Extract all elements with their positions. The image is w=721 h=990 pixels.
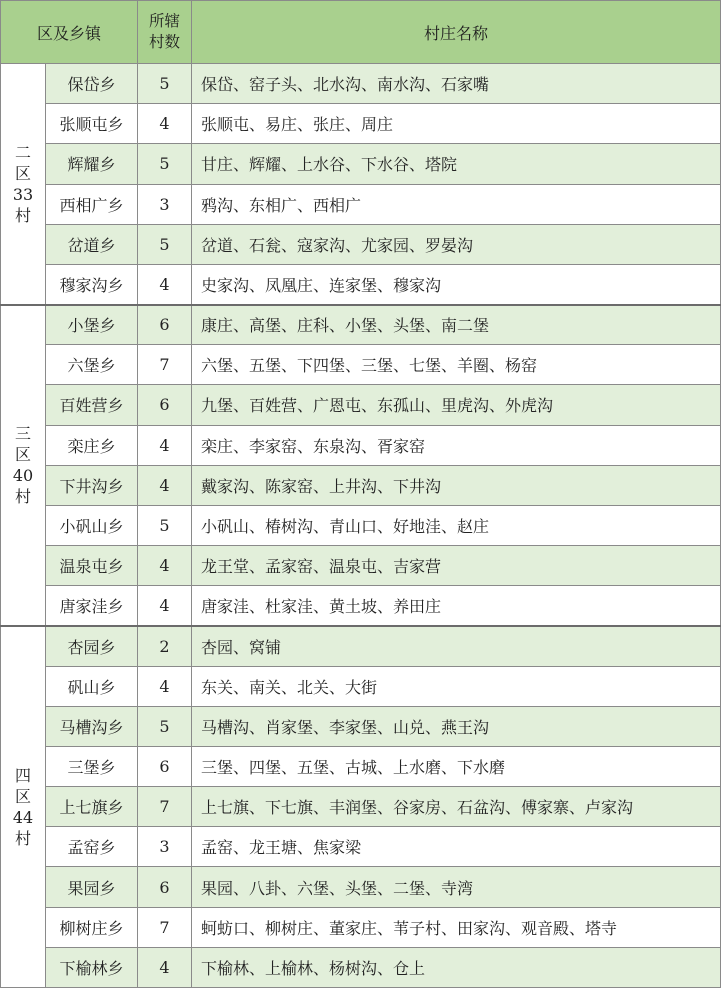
- township-name: 三堡乡: [46, 746, 138, 786]
- district-label: [1, 626, 46, 988]
- township-name: 下井沟乡: [46, 465, 138, 505]
- table-row: [1, 305, 721, 345]
- table-row: [1, 425, 721, 465]
- township-name: 唐家洼乡: [46, 586, 138, 626]
- village-count: 4: [138, 546, 192, 586]
- township-name: 六堡乡: [46, 345, 138, 385]
- table-row: [1, 505, 721, 545]
- village-count: 4: [138, 104, 192, 144]
- table-row: [1, 827, 721, 867]
- district-label-char: 四: [14, 765, 31, 785]
- district-label-char: 村: [14, 205, 31, 225]
- table-row: [1, 746, 721, 786]
- table-row: [1, 867, 721, 907]
- village-names: 蚵蚄口、柳树庄、董家庄、苇子村、田家沟、观音殿、塔寺: [192, 907, 721, 947]
- village-count: 6: [138, 305, 192, 345]
- township-name: 上七旗乡: [46, 787, 138, 827]
- village-names: 下榆林、上榆林、杨树沟、仓上: [192, 947, 721, 987]
- township-name: 小矾山乡: [46, 505, 138, 545]
- township-name: 百姓营乡: [46, 385, 138, 425]
- village-names: 岔道、石瓮、寇家沟、尤家园、罗晏沟: [192, 224, 721, 264]
- district-label-char: 村: [14, 487, 31, 507]
- district-label-char: 44: [12, 807, 34, 827]
- township-name: 辉耀乡: [46, 144, 138, 184]
- village-names: 九堡、百姓营、广恩屯、东孤山、里虎沟、外虎沟: [192, 385, 721, 425]
- table-row: [1, 184, 721, 224]
- village-count: 4: [138, 465, 192, 505]
- village-count: 4: [138, 586, 192, 626]
- table-row: [1, 144, 721, 184]
- township-name: 小堡乡: [46, 305, 138, 345]
- village-count: 6: [138, 746, 192, 786]
- township-name: 杏园乡: [46, 626, 138, 666]
- village-names: 小矾山、椿树沟、青山口、好地洼、赵庄: [192, 505, 721, 545]
- village-count: 2: [138, 626, 192, 666]
- district-label-char: 区: [14, 786, 31, 806]
- village-names: 六堡、五堡、下四堡、三堡、七堡、羊圈、杨窑: [192, 345, 721, 385]
- header-village-count: [138, 1, 192, 64]
- village-count: 4: [138, 947, 192, 987]
- village-count: 4: [138, 264, 192, 304]
- village-count: 3: [138, 827, 192, 867]
- township-name: 果园乡: [46, 867, 138, 907]
- village-names: 三堡、四堡、五堡、古城、上水磨、下水磨: [192, 746, 721, 786]
- header-count-line2: 村数: [149, 33, 181, 51]
- village-count: 4: [138, 666, 192, 706]
- district-label-char: 三: [14, 424, 31, 444]
- village-count: 3: [138, 184, 192, 224]
- village-count: 7: [138, 787, 192, 827]
- village-count: 7: [138, 907, 192, 947]
- village-names: 康庄、高堡、庄科、小堡、头堡、南二堡: [192, 305, 721, 345]
- table-row: [1, 224, 721, 264]
- district-label-char: 二: [14, 142, 31, 162]
- village-count: 6: [138, 867, 192, 907]
- township-name: 穆家沟乡: [46, 264, 138, 304]
- village-count: 5: [138, 706, 192, 746]
- village-count: 5: [138, 505, 192, 545]
- village-count: 4: [138, 425, 192, 465]
- village-names: 孟窑、龙王塘、焦家梁: [192, 827, 721, 867]
- township-name: 矾山乡: [46, 666, 138, 706]
- village-count: 6: [138, 385, 192, 425]
- village-count: 5: [138, 224, 192, 264]
- village-names: 杏园、窝铺: [192, 626, 721, 666]
- table-row: [1, 666, 721, 706]
- table-row: [1, 626, 721, 666]
- village-names: 唐家洼、杜家洼、黄土坡、养田庄: [192, 586, 721, 626]
- district-label-char: 村: [14, 828, 31, 848]
- township-name: 岔道乡: [46, 224, 138, 264]
- township-name: 柳树庄乡: [46, 907, 138, 947]
- township-name: 马槽沟乡: [46, 706, 138, 746]
- village-names: 张顺屯、易庄、张庄、周庄: [192, 104, 721, 144]
- township-name: 西相广乡: [46, 184, 138, 224]
- table-row: [1, 947, 721, 987]
- table-row: [1, 345, 721, 385]
- table-row: [1, 465, 721, 505]
- table-body: [1, 64, 721, 988]
- district-label-char: 40: [12, 466, 34, 486]
- village-count: 5: [138, 64, 192, 104]
- township-name: 保岱乡: [46, 64, 138, 104]
- township-name: 孟窑乡: [46, 827, 138, 867]
- village-names: 龙王堂、孟家窑、温泉屯、吉家营: [192, 546, 721, 586]
- table-row: [1, 385, 721, 425]
- township-name: 温泉屯乡: [46, 546, 138, 586]
- township-name: 下榆林乡: [46, 947, 138, 987]
- village-names: 史家沟、凤凰庄、连家堡、穆家沟: [192, 264, 721, 304]
- table-row: [1, 64, 721, 104]
- village-names: 东关、南关、北关、大街: [192, 666, 721, 706]
- village-names: 马槽沟、肖家堡、李家堡、山兑、燕王沟: [192, 706, 721, 746]
- village-count: 5: [138, 144, 192, 184]
- township-name: 张顺屯乡: [46, 104, 138, 144]
- district-label-char: 区: [14, 163, 31, 183]
- village-names: 保岱、窑子头、北水沟、南水沟、石家嘴: [192, 64, 721, 104]
- header-village-names: 村庄名称: [192, 1, 721, 64]
- table-row: [1, 787, 721, 827]
- table-header-row: [1, 1, 721, 64]
- village-names: 戴家沟、陈家窑、上井沟、下井沟: [192, 465, 721, 505]
- table-row: [1, 546, 721, 586]
- village-names: 甘庄、辉耀、上水谷、下水谷、塔院: [192, 144, 721, 184]
- district-label-char: 33: [12, 184, 34, 204]
- village-names: 鸦沟、东相广、西相广: [192, 184, 721, 224]
- village-names: 上七旗、下七旗、丰润堡、谷家房、石盆沟、傅家寨、卢家沟: [192, 787, 721, 827]
- township-name: 栾庄乡: [46, 425, 138, 465]
- table-row: [1, 706, 721, 746]
- header-district: 区及乡镇: [1, 1, 138, 64]
- district-label: [1, 64, 46, 305]
- village-count: 7: [138, 345, 192, 385]
- village-names: 栾庄、李家窑、东泉沟、胥家窑: [192, 425, 721, 465]
- table-row: [1, 907, 721, 947]
- village-names: 果园、八卦、六堡、头堡、二堡、寺湾: [192, 867, 721, 907]
- table-row: [1, 104, 721, 144]
- district-label-char: 区: [14, 445, 31, 465]
- table-row: [1, 586, 721, 626]
- header-count-line1: 所辖: [149, 12, 181, 30]
- table-row: [1, 264, 721, 304]
- district-label: [1, 305, 46, 626]
